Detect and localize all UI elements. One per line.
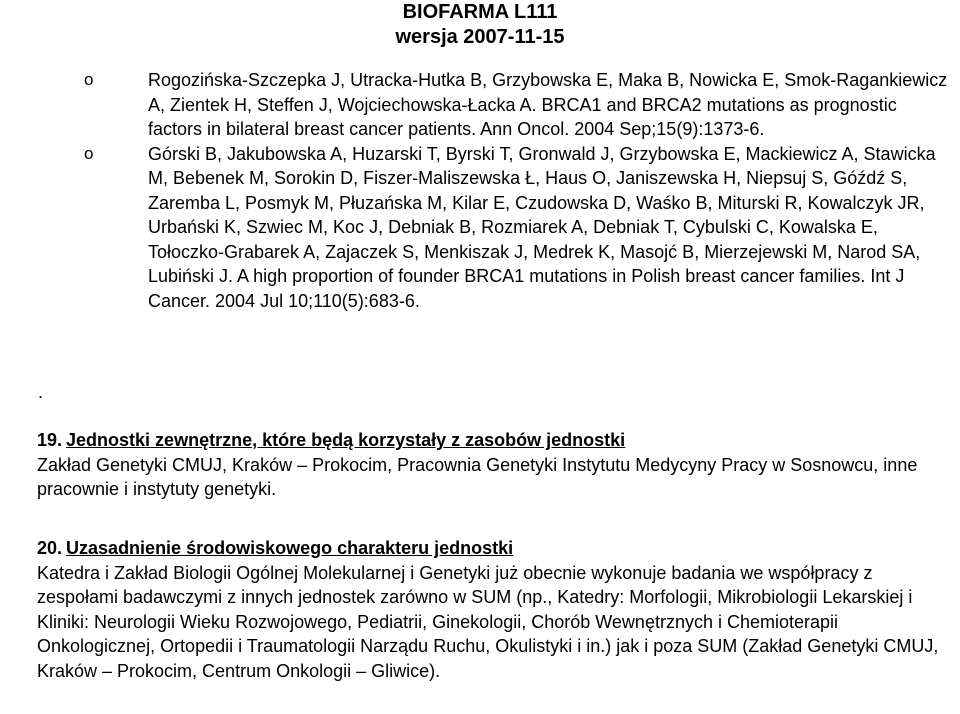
- document-version: wersja 2007-11-15: [395, 26, 565, 48]
- document-title: BIOFARMA L111: [402, 1, 558, 23]
- section-19: [37, 428, 949, 502]
- reference-text: Górski B, Jakubowska A, Huzarski T, Byrski T, Gronwald J, Grzybowska E, Mackiewicz A, Stawicka M, Bebenek M, Sorokin D, Fiszer-Maliszewska Ł, Haus O, Janiszewska H, Niepsuj S, Góźdź S, Zaremba L, Posmyk M, Płuzańska M, Kilar E, Czudowska D, Waśko B, Miturski R, Kowalczyk JR, Urbański K, Szwiec M, Koc J, Debniak B, Rozmiarek A, Debniak T, Cybulski C, Kowalska E, Tołoczko-Grabarek A, Zajaczek S, Menkiszak J, Medrek K, Masojć B, Mierzejewski M, Narod SA, Lubiński J. A high proportion of founder BRCA1 mutations in Polish breast cancer families. Int J Cancer. 2004 Jul 10;110(5):683-6.: [148, 143, 936, 311]
- section-number: 19.: [37, 430, 63, 450]
- section-20: [37, 536, 949, 683]
- reference-item: [84, 142, 948, 314]
- stray-dot: .: [38, 382, 44, 402]
- bullet-marker: o: [84, 143, 94, 163]
- section-heading: [37, 536, 949, 561]
- reference-text: Rogozińska-Szczepka J, Utracka-Hutka B, Grzybowska E, Maka B, Nowicka E, Smok-Ragankiewicz A, Zientek H, Steffen J, Wojciechowska-Łacka A. BRCA1 and BRCA2 mutations as prognostic factors in bilateral breast cancer patients. Ann Oncol. 2004 Sep;15(9):1373-6.: [148, 70, 948, 139]
- section-title: Jednostki zewnętrzne, które będą korzystały z zasobów jednostki: [66, 430, 626, 450]
- section-heading: [37, 428, 949, 453]
- document-header: [0, 0, 960, 50]
- section-body: Zakład Genetyki CMUJ, Kraków – Prokocim, Pracownia Genetyki Instytutu Medycyny Pracy w Sosnowcu, inne pracownie i instytuty genetyki.: [37, 454, 918, 499]
- section-number: 20.: [37, 538, 63, 558]
- bullet-marker: o: [84, 70, 94, 89]
- reference-list: [0, 68, 960, 313]
- reference-item: [84, 68, 948, 142]
- section-title: Uzasadnienie środowiskowego charakteru jednostki: [66, 538, 514, 558]
- section-body: Katedra i Zakład Biologii Ogólnej Molekularnej i Genetyki już obecnie wykonuje badania we współpracy z zespołami badawczymi z innych jednostek zarówno w SUM (np., Katedry: Morfologii, Mikrobiologii Lekarskiej i Kliniki: Neurologii Wieku Rozwojowego, Pediatrii, Ginekologii, Chorób Wewnętrznych i Chemioterapii Onkologicznej, Ortopedii i Traumatologii Narządu Ruchu, Okulistyki i in.) jak i poza SUM (Zakład Genetyki CMUJ, Kraków – Prokocim, Centrum Onkologii – Gliwice).: [37, 562, 939, 681]
